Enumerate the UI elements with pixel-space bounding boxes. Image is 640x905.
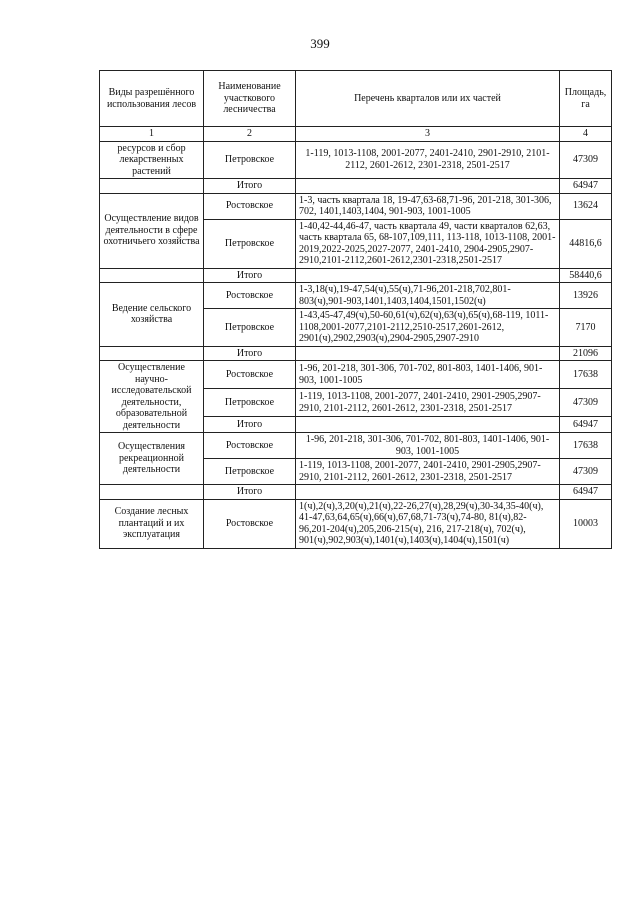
table-column-numbers-row [100,127,612,142]
total-label: Итого [204,268,296,283]
empty-cell [100,179,204,194]
forestry-cell: Петровское [204,141,296,179]
area-cell: 17638 [560,433,612,459]
total-row [100,268,612,283]
total-row [100,346,612,361]
quarters-cell: 1-119, 1013-1108, 2001-2077, 2401-2410, 2901-2905,2907-2910, 2101-2112, 2601-2612, 2301-2318, 2501-2517 [296,389,560,417]
use-type-cell: Ведение сельского хозяйства [100,283,204,347]
quarters-cell: 1-119, 1013-1108, 2001-2077, 2401-2410, 2901-2905,2907-2910, 2101-2112, 2601-2612, 2301-2318, 2501-2517 [296,459,560,485]
empty-cell [296,268,560,283]
page-number: 399 [310,36,330,51]
forestry-cell: Ростовское [204,499,296,548]
use-type-cell: ресурсов и сбор лекарственных растений [100,141,204,179]
quarters-cell: 1-96, 201-218, 301-306, 701-702, 801-803, 1401-1406, 901-903, 1001-1005 [296,361,560,389]
quarters-cell: 1-43,45-47,49(ч),50-60,61(ч),62(ч),63(ч),65(ч),68-119, 1011-1108,2001-2077,2101-2112,2510-2517,2601-2612, 2901(ч),2902,2903(ч),2904-2905,2907-2910 [296,309,560,347]
quarters-cell: 1-119, 1013-1108, 2001-2077, 2401-2410, 2901-2910, 2101-2112, 2601-2612, 2301-2318, 2501-2517 [296,141,560,179]
header-use-type: Виды разрешённого использования лесов [100,71,204,127]
empty-cell [100,268,204,283]
column-number: 2 [204,127,296,142]
total-value: 64947 [560,179,612,194]
empty-cell [100,346,204,361]
forestry-cell: Ростовское [204,193,296,219]
use-type-cell: Осуществление видов деятельности в сфере охотничьего хозяйства [100,193,204,268]
area-cell: 17638 [560,361,612,389]
empty-cell [296,346,560,361]
area-cell: 47309 [560,389,612,417]
empty-cell [296,417,560,433]
forestry-cell: Ростовское [204,283,296,309]
total-label: Итого [204,179,296,194]
quarters-cell: 1-40,42-44,46-47, часть квартала 49, части кварталов 62,63, часть квартала 65, 68-107,109,111, 113-118, 1013-1108, 2001-2019,2022-2025,2027-2077, 2401-2410, 2904-2905,2907-2910,2101-2112,2601-2612,2301-2318,2501-2517 [296,219,560,268]
area-cell: 13624 [560,193,612,219]
total-label: Итого [204,417,296,433]
table-row [100,361,612,389]
use-type-cell: Осуществление научно-исследовательской деятельности, образовательной деятельности [100,361,204,433]
forestry-cell: Петровское [204,389,296,417]
forest-use-table [99,70,612,549]
table-row [100,499,612,548]
table-row [100,283,612,309]
area-cell: 7170 [560,309,612,347]
column-number: 3 [296,127,560,142]
header-forestry-name: Наименование участкового лесничества [204,71,296,127]
use-type-cell: Осуществления рекреационной деятельности [100,433,204,485]
total-value: 58440,6 [560,268,612,283]
empty-cell [100,485,204,500]
total-value: 64947 [560,485,612,500]
total-label: Итого [204,485,296,500]
quarters-cell: 1-3, часть квартала 18, 19-47,63-68,71-96, 201-218, 301-306, 702, 1401,1403,1404, 901-903, 1001-1005 [296,193,560,219]
header-quarters-list: Перечень кварталов или их частей [296,71,560,127]
area-cell: 44816,6 [560,219,612,268]
table-row [100,193,612,219]
header-area: Площадь, га [560,71,612,127]
column-number: 1 [100,127,204,142]
area-cell: 47309 [560,141,612,179]
empty-cell [296,179,560,194]
empty-cell [296,485,560,500]
table-row [100,141,612,179]
total-row [100,179,612,194]
quarters-cell: 1-96, 201-218, 301-306, 701-702, 801-803, 1401-1406, 901-903, 1001-1005 [296,433,560,459]
forestry-cell: Петровское [204,219,296,268]
forestry-cell: Петровское [204,459,296,485]
total-label: Итого [204,346,296,361]
quarters-cell: 1-3,18(ч),19-47,54(ч),55(ч),71-96,201-218,702,801-803(ч),901-903,1401,1403,1404,1501,1502(ч) [296,283,560,309]
total-value: 21096 [560,346,612,361]
forestry-cell: Петровское [204,309,296,347]
table-header-row [100,71,612,127]
forestry-cell: Ростовское [204,433,296,459]
table-row [100,433,612,459]
forestry-cell: Ростовское [204,361,296,389]
total-value: 64947 [560,417,612,433]
column-number: 4 [560,127,612,142]
area-cell: 13926 [560,283,612,309]
area-cell: 47309 [560,459,612,485]
total-row [100,485,612,500]
use-type-cell: Создание лесных плантаций и их эксплуатация [100,499,204,548]
quarters-cell: 1(ч),2(ч),3,20(ч),21(ч),22-26,27(ч),28,29(ч),30-34,35-40(ч), 41-47,63,64,65(ч),66(ч),67,68,71-73(ч),74-80, 81(ч),82-96,201-204(ч),205,206-215(ч), 216, 217-218(ч), 702(ч), 901(ч),902,903(ч),1401(ч),1403(ч),1404(ч),1501(ч) [296,499,560,548]
area-cell: 10003 [560,499,612,548]
